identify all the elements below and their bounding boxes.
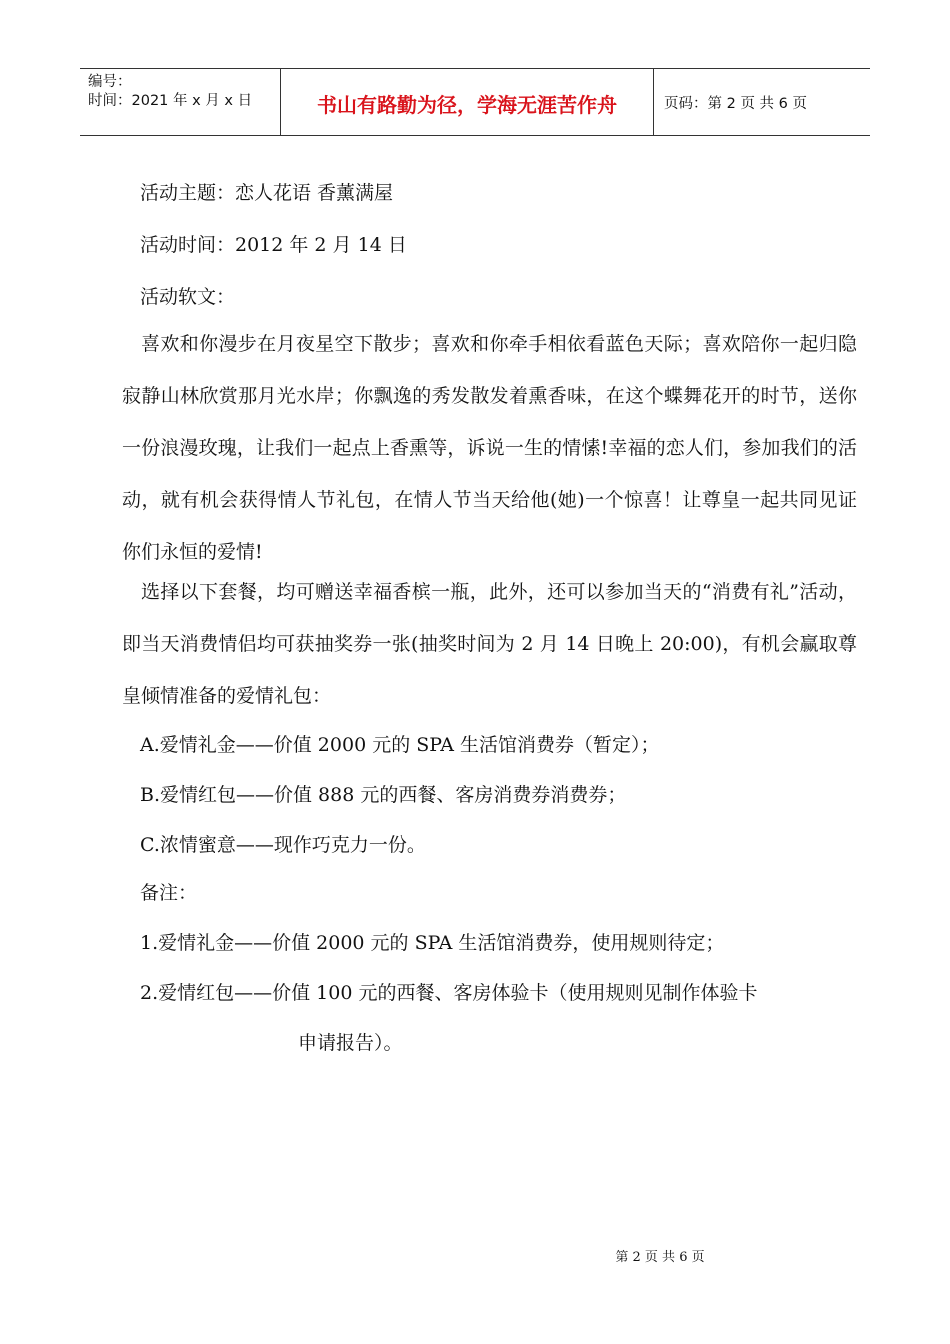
note-2: 2.爱情红包——价值 100 元的西餐、客房体验卡（使用规则见制作体验卡	[140, 982, 758, 1004]
document-number-label: 编号：	[88, 74, 132, 90]
header-table	[80, 68, 870, 136]
document-time-label: 时间：2021 年 x 月 x 日	[88, 93, 253, 109]
header-meta-cell	[80, 69, 281, 135]
notes-heading: 备注：	[140, 882, 198, 904]
offer-paragraph: 选择以下套餐，均可赠送幸福香槟一瓶，此外，还可以参加当天的“消费有礼”活动， 即当天消费情侣均可获抽奖券一张(抽奖时间为 2 月 14 日晚上 20:00)，有机会赢取尊皇倾情准备的爱情礼包：	[122, 581, 857, 707]
prize-a: A.爱情礼金——价值 2000 元的 SPA 生活馆消费券（暂定）；	[140, 734, 660, 756]
header-motto: 书山有路勤为径，学海无涯苦作舟	[281, 69, 654, 135]
prize-b: B.爱情红包——价值 888 元的西餐、客房消费券消费券；	[140, 784, 627, 806]
header-page-info: 页码：第 2 页 共 6 页	[664, 95, 807, 112]
activity-date: 活动时间：2012 年 2 月 14 日	[140, 234, 407, 256]
activity-theme: 活动主题：恋人花语 香薰满屋	[140, 182, 394, 204]
note-2-continuation: 申请报告）。	[298, 1032, 403, 1054]
page-footer: 第 2 页 共 6 页	[615, 1250, 705, 1265]
activity-copy-heading: 活动软文：	[140, 286, 236, 308]
activity-copy-paragraph: 喜欢和你漫步在月夜星空下散步；喜欢和你牵手相依看蓝色天际；喜欢陪你一起归隐寂静山林欣赏那月光水岸；你飘逸的秀发散发着熏香味，在这个蝶舞花开的时节，送你一份浪漫玫瑰，让我们一起点上香熏等，诉说一生的情愫!幸福的恋人们，参加我们的活动，就有机会获得情人节礼包，在情人节当天给他(她)一个惊喜！让尊皇一起共同见证你们永恒的爱情!	[122, 333, 857, 563]
note-1: 1.爱情礼金——价值 2000 元的 SPA 生活馆消费券，使用规则待定；	[140, 932, 725, 954]
prize-c: C.浓情蜜意——现作巧克力一份。	[140, 834, 426, 856]
